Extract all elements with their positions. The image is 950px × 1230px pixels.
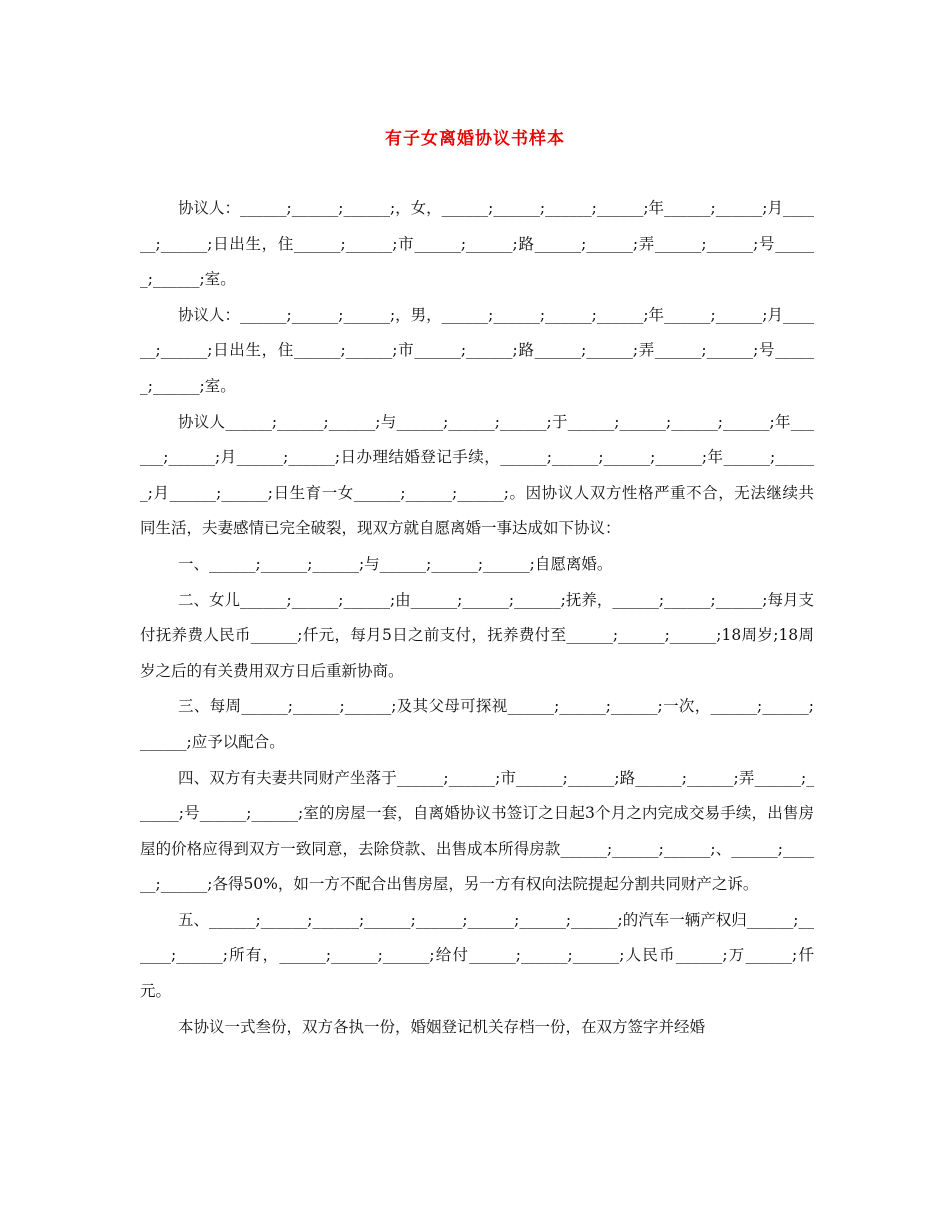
paragraph-copies: 本协议一式叁份，双方各执一份，婚姻登记机关存档一份，在双方签字并经婚 [178, 1017, 706, 1036]
paragraph-marriage-background: 协议人______;______;______;与______;______;______;于______;______;______;______;年______;______;月______;______;日办理结婚登记手续，______;______;______;______;年______;______;月______;______;日生育一女______;______;______;。因协议人双方性格严重不合，无法继续共同生活，夫妻感情已完全破裂，现双方就自愿离婚一事达成如下协议： [140, 412, 814, 538]
paragraph-party-female: 协议人：______;______;______;，女，______;______;______;______;年______;______;月______;______;日出生，住______;______;市______;______;路______;______;弄______;______;号______;______;室。 [140, 199, 815, 289]
document-title: 有子女离婚协议书样本 [385, 129, 565, 149]
clause-4-property: 四、双方有夫妻共同财产坐落于______;______;市______;______;路______;______;弄______;______;号______;______;室的房屋一套，自离婚协议书签订之日起3个月之内完成交易手续，出售房屋的价格应得到双方一致同意，去除贷款、出售成本所得房款______;______;______;、______;______;______;各得50%，如一方不配合出售房屋，另一方有权向法院提起分割共同财产之诉。 [140, 768, 814, 894]
document-body [140, 191, 814, 1045]
clause-3-visitation: 三、每周______;______;______;及其父母可探视______;______;______;一次，______;______;______;应予以配合。 [140, 697, 814, 751]
clause-5-vehicle: 五、______;______;______;______;______;______;______;______;的汽车一辆产权归______;______;______;所有，______;______;______;给付______;______;______;人民币______;万______;仟元。 [140, 910, 815, 1001]
clause-2-child-custody: 二、女儿______;______;______;由______;______;______;抚养，______;______;______;每月支付抚养费人民币______;仟元，每月5日之前支付，抚养费付至______;______;______;18周岁;18周岁之后的有关费用双方日后重新协商。 [140, 590, 815, 680]
paragraph-party-male: 协议人：______;______;______;，男，______;______;______;______;年______;______;月______;______;日出生，住______;______;市______;______;路______;______;弄______;______;号______;______;室。 [140, 305, 815, 395]
clause-1-divorce: 一、______;______;______;与______;______;______;自愿离婚。 [178, 554, 613, 573]
